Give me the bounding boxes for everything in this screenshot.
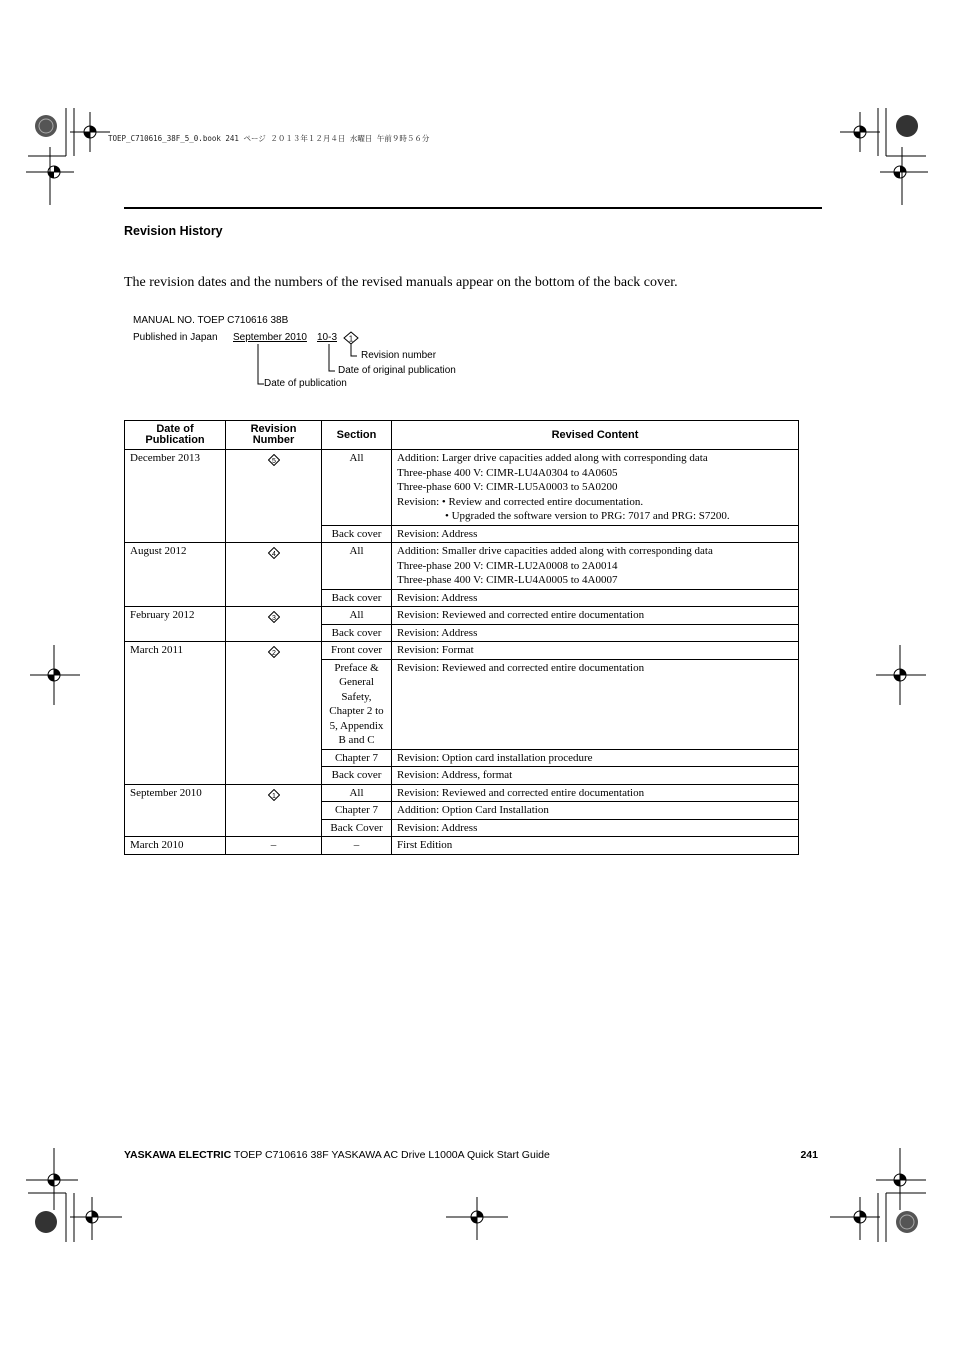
section-cell: Front cover xyxy=(322,642,392,660)
date-cell: March 2010 xyxy=(125,837,226,855)
table-row xyxy=(125,784,799,802)
published-label: Published in Japan xyxy=(133,332,218,343)
section-cell: All xyxy=(322,450,392,526)
content-cell: Revision: Address xyxy=(392,589,799,607)
svg-text:1: 1 xyxy=(271,792,276,800)
table-header-row xyxy=(125,421,799,450)
content-cell: Revision: Reviewed and corrected entire documentation xyxy=(392,607,799,625)
revision-cell: – xyxy=(226,837,322,855)
header-content: Revised Content xyxy=(392,421,799,450)
table-row xyxy=(125,450,799,526)
svg-text:4: 4 xyxy=(271,550,276,558)
pub-date-label: Date of publication xyxy=(264,378,347,389)
revision-diamond-icon xyxy=(268,547,280,559)
date-cell: February 2012 xyxy=(125,607,226,642)
page-footer xyxy=(124,1149,818,1161)
date-cell: September 2010 xyxy=(125,784,226,837)
svg-text:5: 5 xyxy=(271,457,276,465)
section-cell: Chapter 7 xyxy=(322,749,392,767)
section-cell: Back cover xyxy=(322,589,392,607)
date-cell: August 2012 xyxy=(125,543,226,607)
revision-number-label: Revision number xyxy=(361,350,437,361)
revision-diamond-icon xyxy=(268,454,280,466)
section-cell: – xyxy=(322,837,392,855)
revision-cell xyxy=(226,642,322,785)
svg-text:2: 2 xyxy=(271,649,276,657)
section-cell: All xyxy=(322,784,392,802)
section-cell: Chapter 7 xyxy=(322,802,392,820)
manual-no-label: MANUAL NO. TOEP C710616 38B xyxy=(133,315,289,326)
content-cell: Revision: Address xyxy=(392,819,799,837)
content-cell: Addition: Larger drive capacities added along with corresponding data Three-phase 400 V: CIMR-LU4A0304 to 4A0605 Three-phase 600 V: CIMR-LU5A0003 to 5A0200 Revision: • Review and corrected entire documentation. • Upgraded the software version to PRG: 7017 and PRG: S7200. xyxy=(392,450,799,526)
section-cell: Preface & General Safety, Chapter 2 to 5, Appendix B and C xyxy=(322,659,392,749)
content-cell: Revision: Reviewed and corrected entire documentation xyxy=(392,659,799,749)
header-date: Date of Publication xyxy=(125,421,226,450)
section-title: Revision History xyxy=(124,224,223,238)
section-cell: All xyxy=(322,543,392,590)
revision-diamond-icon xyxy=(268,611,280,623)
content-cell: Revision: Format xyxy=(392,642,799,660)
content-cell: Revision: Reviewed and corrected entire documentation xyxy=(392,784,799,802)
revision-cell xyxy=(226,450,322,543)
date-cell: December 2013 xyxy=(125,450,226,543)
revision-symbol-text: 1 xyxy=(348,334,354,344)
revision-cell xyxy=(226,543,322,607)
content-cell: First Edition xyxy=(392,837,799,855)
revision-cell xyxy=(226,607,322,642)
header-rule xyxy=(124,207,822,209)
footer-brand: YASKAWA ELECTRIC xyxy=(124,1149,232,1161)
revision-symbol-icon xyxy=(343,331,359,345)
table-row xyxy=(125,543,799,590)
table-row xyxy=(125,607,799,625)
revision-diamond-icon xyxy=(268,646,280,658)
footer-doc-title: TOEP C710616 38F YASKAWA AC Drive L1000A Quick Start Guide xyxy=(231,1149,550,1161)
section-cell: Back Cover xyxy=(322,819,392,837)
content-cell: Revision: Address xyxy=(392,525,799,543)
revision-cell xyxy=(226,784,322,837)
section-cell: Back cover xyxy=(322,624,392,642)
section-cell: Back cover xyxy=(322,767,392,785)
orig-date-label: Date of original publication xyxy=(338,365,456,376)
content-cell: Addition: Option Card Installation xyxy=(392,802,799,820)
date-cell: March 2011 xyxy=(125,642,226,785)
orig-date-value: 10-3 xyxy=(317,332,338,343)
content-cell: Revision: Option card installation procedure xyxy=(392,749,799,767)
pub-date-value: September 2010 xyxy=(233,332,307,343)
page-number: 241 xyxy=(800,1149,818,1161)
section-cell: Back cover xyxy=(322,525,392,543)
table-row xyxy=(125,837,799,855)
header-section: Section xyxy=(322,421,392,450)
content-cell: Addition: Smaller drive capacities added along with corresponding data Three-phase 200 V: CIMR-LU2A0008 to 2A0014 Three-phase 400 V: CIMR-LU4A0005 to 4A0007 xyxy=(392,543,799,590)
revision-history-table xyxy=(124,420,799,855)
content-cell: Revision: Address xyxy=(392,624,799,642)
revision-diamond-icon xyxy=(268,789,280,801)
intro-paragraph: The revision dates and the numbers of the revised manuals appear on the bottom of the back cover. xyxy=(124,275,678,290)
content-cell: Revision: Address, format xyxy=(392,767,799,785)
section-cell: All xyxy=(322,607,392,625)
svg-text:3: 3 xyxy=(271,614,276,622)
table-row xyxy=(125,642,799,660)
file-slug: TOEP_C710616_38F_5_0.book 241 ページ ２０１３年１２月４日 水曜日 午前９時５６分 xyxy=(108,134,430,143)
header-revision: Revision Number xyxy=(226,421,322,450)
